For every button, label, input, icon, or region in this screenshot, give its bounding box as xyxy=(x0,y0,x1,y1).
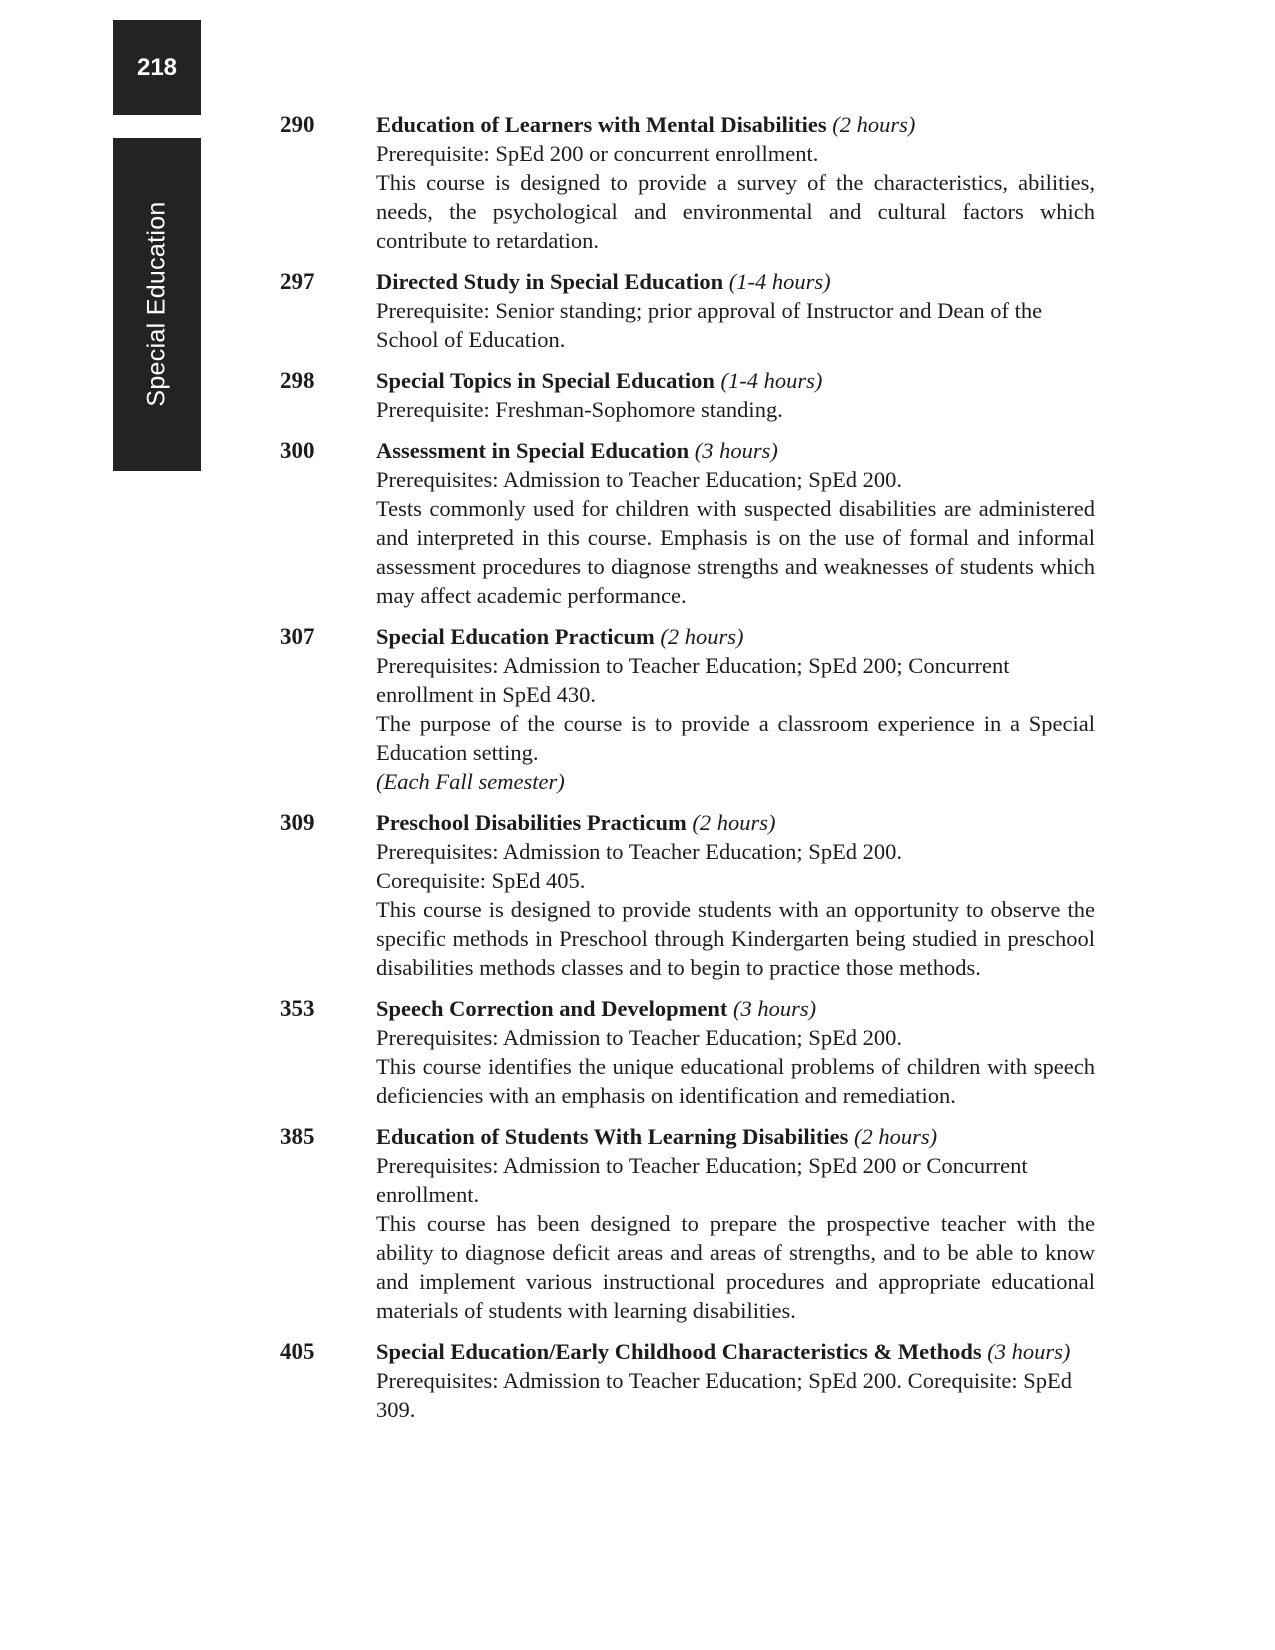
course-heading xyxy=(376,1122,1095,1151)
course-note: (Each Fall semester) xyxy=(376,769,565,794)
course-entry xyxy=(280,366,1095,424)
course-heading xyxy=(376,1337,1095,1366)
course-body xyxy=(376,808,1095,982)
course-number: 353 xyxy=(280,996,315,1021)
section-label: Special Education xyxy=(142,201,171,407)
course-entry xyxy=(280,110,1095,255)
course-heading xyxy=(376,366,1095,395)
course-description: The purpose of the course is to provide a classroom experience in a Special Education setting. xyxy=(376,711,1095,765)
course-prerequisite: Prerequisites: Admission to Teacher Education; SpEd 200. Corequisite: SpEd 309. xyxy=(376,1368,1073,1422)
course-description: This course is designed to provide students with an opportunity to observe the specific methods in Preschool through Kindergarten being studied in preschool disabilities methods classes and to begin to practice those methods. xyxy=(376,897,1095,980)
course-body xyxy=(376,622,1095,796)
course-entry xyxy=(280,1122,1095,1325)
course-body xyxy=(376,436,1095,610)
course-body xyxy=(376,366,1095,424)
course-description: This course is designed to provide a survey of the characteristics, abilities, needs, the psychological and environmental and cultural factors which contribute to retardation. xyxy=(376,170,1095,253)
page-number-tab xyxy=(113,20,201,115)
course-number: 298 xyxy=(280,368,315,393)
course-body xyxy=(376,1337,1095,1424)
course-hours: (2 hours) xyxy=(832,112,916,137)
course-heading xyxy=(376,622,1095,651)
course-hours: (1-4 hours) xyxy=(720,368,823,393)
course-number: 300 xyxy=(280,438,315,463)
course-hours: (2 hours) xyxy=(854,1124,938,1149)
course-number: 307 xyxy=(280,624,315,649)
course-prerequisite: Prerequisite: SpEd 200 or concurrent enrollment. xyxy=(376,141,819,166)
course-entry xyxy=(280,1337,1095,1424)
course-prerequisite: Prerequisites: Admission to Teacher Education; SpEd 200. xyxy=(376,467,903,492)
course-entry xyxy=(280,808,1095,982)
course-hours: (3 hours) xyxy=(987,1339,1071,1364)
course-entry xyxy=(280,436,1095,610)
page-number: 218 xyxy=(136,53,178,81)
course-entry xyxy=(280,622,1095,796)
course-prerequisite: Prerequisites: Admission to Teacher Education; SpEd 200; Concurrent enrollment in SpEd 430. xyxy=(376,653,1010,707)
course-heading xyxy=(376,436,1095,465)
course-entry xyxy=(280,267,1095,354)
course-hours: (3 hours) xyxy=(694,438,778,463)
course-number: 385 xyxy=(280,1124,315,1149)
course-title: Education of Learners with Mental Disabilities xyxy=(376,112,827,137)
course-number: 290 xyxy=(280,112,315,137)
course-corequisite: Corequisite: SpEd 405. xyxy=(376,868,586,893)
course-title: Assessment in Special Education xyxy=(376,438,690,463)
course-hours: (3 hours) xyxy=(733,996,817,1021)
course-number: 309 xyxy=(280,810,315,835)
course-title: Preschool Disabilities Practicum xyxy=(376,810,687,835)
course-heading xyxy=(376,267,1095,296)
course-description: This course has been designed to prepare the prospective teacher with the ability to diagnose deficit areas and areas of strengths, and to be able to know and implement various instructional procedures and appropriate educational materials of students with learning disabilities. xyxy=(376,1211,1095,1323)
course-prerequisite: Prerequisites: Admission to Teacher Education; SpEd 200 or Concurrent enrollment. xyxy=(376,1153,1028,1207)
course-title: Speech Correction and Development xyxy=(376,996,728,1021)
course-title: Directed Study in Special Education xyxy=(376,269,724,294)
course-number: 405 xyxy=(280,1339,315,1364)
course-number: 297 xyxy=(280,269,315,294)
course-description: This course identifies the unique educational problems of children with speech deficiencies with an emphasis on identification and remediation. xyxy=(376,1054,1095,1108)
course-body xyxy=(376,994,1095,1110)
course-prerequisite: Prerequisite: Senior standing; prior approval of Instructor and Dean of the School of Education. xyxy=(376,298,1043,352)
course-hours: (2 hours) xyxy=(692,810,776,835)
course-title: Special Education/Early Childhood Characteristics & Methods xyxy=(376,1339,982,1364)
section-tab xyxy=(113,138,201,471)
course-list xyxy=(280,110,1095,1436)
course-prerequisite: Prerequisites: Admission to Teacher Education; SpEd 200. xyxy=(376,1025,903,1050)
course-body xyxy=(376,1122,1095,1325)
course-heading xyxy=(376,994,1095,1023)
course-prerequisite: Prerequisite: Freshman-Sophomore standing. xyxy=(376,397,783,422)
course-title: Special Topics in Special Education xyxy=(376,368,715,393)
course-heading xyxy=(376,110,1095,139)
course-heading xyxy=(376,808,1095,837)
course-body xyxy=(376,267,1095,354)
course-title: Special Education Practicum xyxy=(376,624,655,649)
course-entry xyxy=(280,994,1095,1110)
course-description: Tests commonly used for children with suspected disabilities are administered and interpreted in this course. Emphasis is on the use of formal and informal assessment procedures to diagnose strengths and weaknesses of students which may affect academic performance. xyxy=(376,496,1095,608)
course-title: Education of Students With Learning Disabilities xyxy=(376,1124,849,1149)
course-hours: (2 hours) xyxy=(660,624,744,649)
course-body xyxy=(376,110,1095,255)
course-prerequisite: Prerequisites: Admission to Teacher Education; SpEd 200. xyxy=(376,839,903,864)
course-hours: (1-4 hours) xyxy=(728,269,831,294)
